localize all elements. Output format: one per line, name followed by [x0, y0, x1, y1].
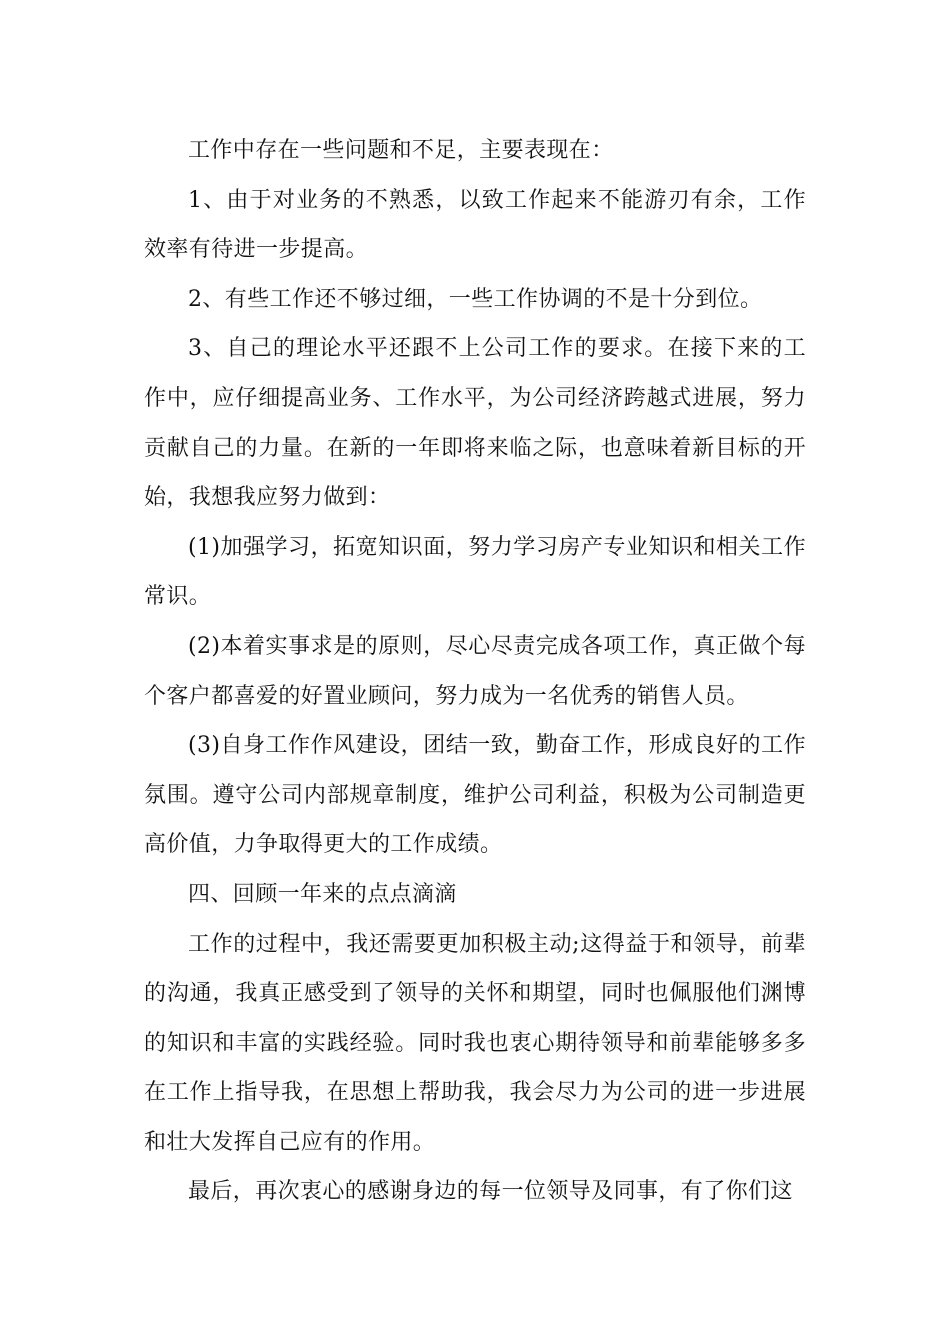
paragraph-review: 工作的过程中，我还需要更加积极主动;这得益于和领导，前辈的沟通，我真正感受到了领导的关怀和期望，同时也佩服他们渊博的知识和丰富的实践经验。同时我也衷心期待领导和前辈能够多多在工作上指导我，在思想上帮助我，我会尽力为公司的进一步进展和壮大发挥自己应有的作用。 [144, 931, 806, 1155]
paragraph-closing: 最后，再次衷心的感谢身边的每一位领导及同事，有了你们这 [188, 1179, 793, 1205]
paragraph-plan-1: (1)加强学习，拓宽知识面，努力学习房产专业知识和相关工作常识。 [144, 534, 806, 610]
paragraph-issue-3: 3、自己的理论水平还跟不上公司工作的要求。在接下来的工作中，应仔细提高业务、工作水平，为公司经济跨越式进展，努力贡献自己的力量。在新的一年即将来临之际，也意味着新目标的开始，我想我应努力做到： [144, 336, 806, 511]
paragraph-issue-2: 2、有些工作还不够过细，一些工作协调的不是十分到位。 [188, 286, 763, 312]
document-body [144, 126, 806, 1217]
paragraph-issues-intro: 工作中存在一些问题和不足，主要表现在： [188, 138, 614, 163]
paragraph-plan-2: (2)本着实事求是的原则，尽心尽责完成各项工作，真正做个每个客户都喜爱的好置业顾问，努力成为一名优秀的销售人员。 [144, 633, 806, 709]
paragraph-plan-3: (3)自身工作作风建设，团结一致，勤奋工作，形成良好的工作氛围。遵守公司内部规章制度，维护公司利益，积极为公司制造更高价值，力争取得更大的工作成绩。 [144, 733, 806, 858]
paragraph-issue-1: 1、由于对业务的不熟悉，以致工作起来不能游刃有余，工作效率有待进一步提高。 [144, 187, 806, 263]
section-heading-review: 四、回顾一年来的点点滴滴 [188, 881, 457, 907]
